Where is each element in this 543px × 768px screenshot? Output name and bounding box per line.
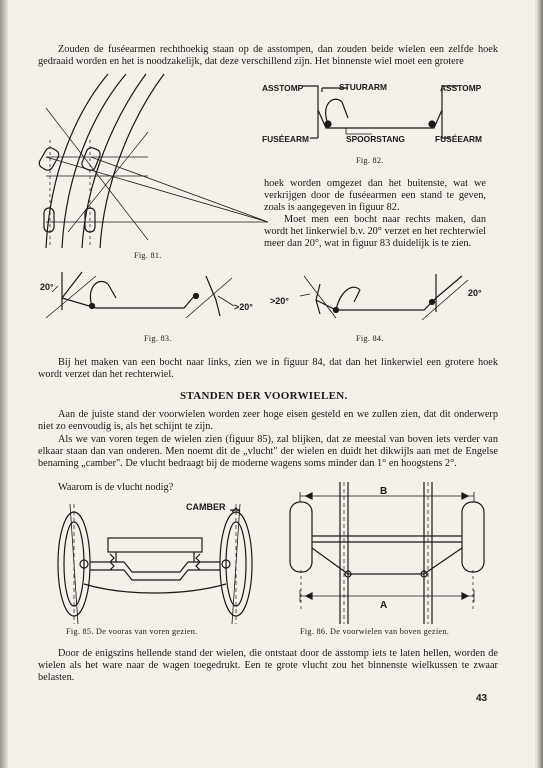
caption-fig85: Fig. 85. De vooras van voren gezien.	[66, 627, 198, 636]
label-fig84-left-angle: >20°	[270, 296, 289, 306]
figure-82	[262, 80, 498, 150]
label-stuurarm: STUURARM	[339, 82, 387, 92]
label-fig84-right-angle: 20°	[468, 288, 482, 298]
page-edge-left	[0, 0, 8, 768]
label-fig83-left-angle: 20°	[40, 282, 54, 292]
paragraph-conclusion: Door de enigszins hellende stand der wielen, die ontstaat door de asstomp iets te laten hellen, worden de wielen als het ware naar de wagen toegedrukt. Een te grote vlucht zou het binnenste wielkussen te zwaar belasten.	[38, 648, 498, 684]
section-heading: STANDEN DER VOORWIELEN.	[180, 390, 348, 402]
label-fuseearm-left: FUSÉEARM	[262, 134, 309, 144]
caption-fig81: Fig. 81.	[134, 251, 162, 260]
label-fuseearm-right: FUSÉEARM	[435, 134, 482, 144]
label-asstomp-left: ASSTOMP	[262, 83, 304, 93]
page-number: 43	[476, 693, 488, 704]
page-edge-right	[535, 0, 543, 768]
label-fig83-right-angle: >20°	[234, 302, 253, 312]
figure-86	[284, 478, 490, 628]
figure-85	[44, 500, 260, 626]
caption-fig86: Fig. 86. De voorwielen van boven gezien.	[300, 627, 450, 636]
paragraph-fig84-explain: Bij het maken van een bocht naar links, zien we in figuur 84, dat dan het linkerwiel een grotere hoek wordt verzet dan het rechterwiel.	[38, 357, 498, 381]
figure-84	[270, 266, 500, 330]
paragraph-fig82-explain: hoek worden omgezet dan het buitenste, wat we verkrijgen door de fuséearmen een stand te geven, zoals is aangegeven in figuur 82.	[264, 178, 486, 214]
caption-fig83: Fig. 83.	[144, 334, 172, 343]
paragraph-question: Waarom is de vlucht nodig?	[58, 482, 174, 493]
label-a: A	[380, 600, 388, 611]
label-camber: CAMBER	[186, 502, 226, 512]
caption-fig84: Fig. 84.	[356, 334, 384, 343]
figure-81	[36, 72, 268, 250]
caption-fig82: Fig. 82.	[356, 156, 384, 165]
label-spoorstang: SPOORSTANG	[346, 134, 405, 144]
paragraph-fig83-explain: Moet men een bocht naar rechts maken, dan wordt het linkerwiel b.v. 20° verzet en het rechterwiel meer dan 20°, wat in figuur 83 duidelijk is te zien.	[264, 214, 486, 250]
label-b: B	[380, 486, 388, 497]
figure-83	[36, 266, 268, 330]
paragraph-intro: Zouden de fuséearmen rechthoekig staan op de asstompen, dan zouden beide wielen een zelfde hoek gedraaid worden en het is noodzakelijk, dat deze verschillend zijn. Het binnenste wiel moet een grotere	[38, 44, 498, 68]
paragraph-camber: Als we van voren tegen de wielen zien (figuur 85), zal blijken, dat ze meestal van boven iets verder van elkaar staan dan van onderen. Men noemt dit de „vlucht" der wielen en duidt het dikwijls aan met de Engelse benaming „camber". De vlucht bedraagt bij de moderne wagens soms minder dan 1° en hoogstens 2°.	[38, 434, 498, 470]
paragraph-standen-intro: Aan de juiste stand der voorwielen worden zeer hoge eisen gesteld en we zullen zien, dat dit onderwerp niet zo eenvoudig is, als het schijnt te zijn.	[38, 409, 498, 433]
label-asstomp-right: ASSTOMP	[440, 83, 482, 93]
